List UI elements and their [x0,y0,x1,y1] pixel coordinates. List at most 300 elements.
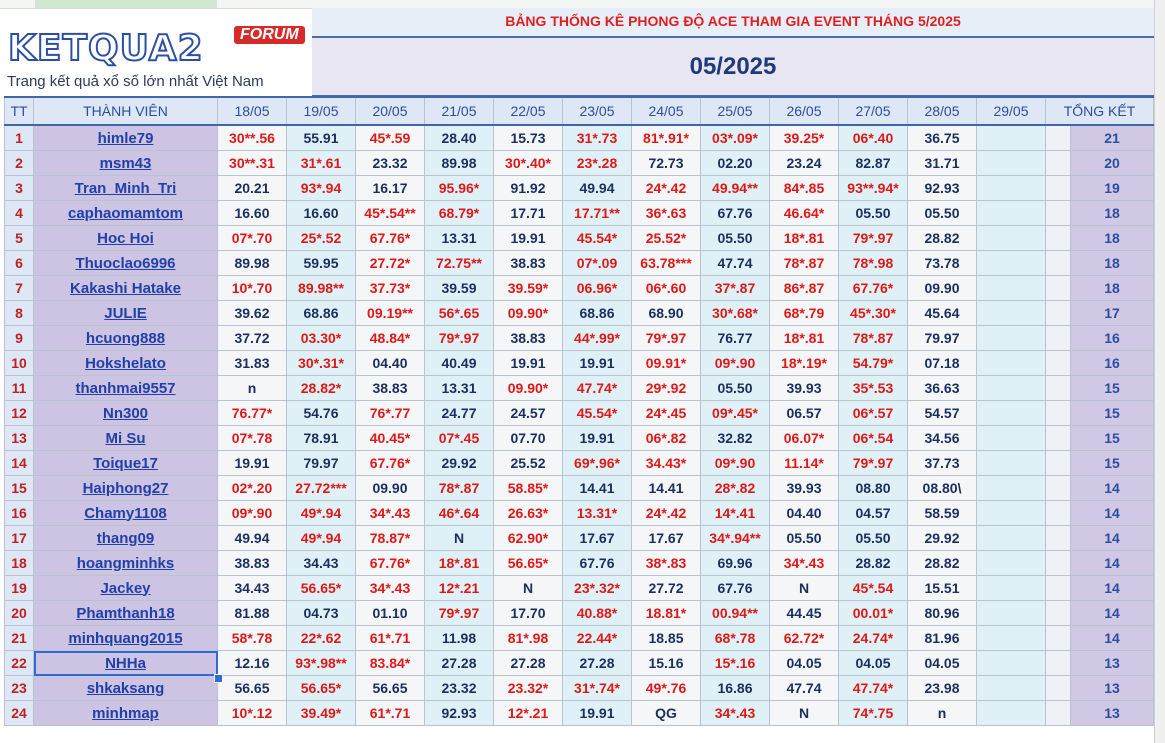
row-number[interactable]: 1 [5,125,34,151]
spacer-cell[interactable] [1046,451,1071,476]
score-cell[interactable] [977,401,1046,426]
score-cell[interactable] [977,251,1046,276]
score-cell[interactable]: 36.75 [908,125,977,151]
total-cell[interactable]: 16 [1071,351,1154,376]
score-cell[interactable]: N [770,576,839,601]
total-cell[interactable]: 14 [1071,551,1154,576]
score-cell[interactable]: 07*.45 [425,426,494,451]
score-cell[interactable]: 16.86 [701,676,770,701]
score-cell[interactable]: 07*.09 [563,251,632,276]
score-cell[interactable] [977,601,1046,626]
score-cell[interactable]: 31.71 [908,151,977,176]
score-cell[interactable]: 45*.59 [356,125,425,151]
member-link[interactable]: Hokshelato [85,354,166,372]
member-link[interactable]: Thuoclao6996 [75,254,176,272]
score-cell[interactable]: 28.82 [908,551,977,576]
total-cell[interactable]: 17 [1071,301,1154,326]
score-cell[interactable]: 47.74* [563,376,632,401]
score-cell[interactable]: 34*.43 [770,551,839,576]
score-cell[interactable]: 19.91 [563,701,632,726]
score-cell[interactable]: 05.50 [701,376,770,401]
score-cell[interactable]: 44.45 [770,601,839,626]
score-cell[interactable]: 56.65 [356,676,425,701]
row-number[interactable]: 2 [5,151,34,176]
score-cell[interactable]: 11.14* [770,451,839,476]
total-cell[interactable]: 13 [1071,651,1154,676]
score-cell[interactable] [977,426,1046,451]
header-date[interactable]: 29/05 [977,97,1046,125]
score-cell[interactable]: 14*.41 [701,501,770,526]
score-cell[interactable]: 95.96* [425,176,494,201]
score-cell[interactable]: 19.91 [494,351,563,376]
member-name-cell[interactable] [34,651,218,676]
score-cell[interactable]: 67.76* [356,551,425,576]
score-cell[interactable]: 34.43 [218,576,287,601]
score-cell[interactable]: 68.79* [425,201,494,226]
member-name-cell[interactable] [34,501,218,526]
score-cell[interactable]: 05.50 [701,226,770,251]
score-cell[interactable]: 18*.81 [770,326,839,351]
spacer-cell[interactable] [1046,351,1071,376]
score-cell[interactable]: 89.98 [425,151,494,176]
score-cell[interactable]: 34.43 [287,551,356,576]
score-cell[interactable]: 74*.75 [839,701,908,726]
total-cell[interactable]: 18 [1071,251,1154,276]
row-number[interactable]: 9 [5,326,34,351]
score-cell[interactable]: 54.57 [908,401,977,426]
header-date[interactable]: 25/05 [701,97,770,125]
member-link[interactable]: Nn300 [102,404,149,422]
score-cell[interactable] [977,276,1046,301]
score-cell[interactable]: 67.76* [356,451,425,476]
score-cell[interactable]: 78*.98 [839,251,908,276]
score-cell[interactable]: 84*.85 [770,176,839,201]
fill-handle[interactable] [214,674,223,683]
score-cell[interactable]: 69.96 [701,551,770,576]
member-link[interactable]: Haiphong27 [82,479,169,497]
member-link[interactable]: Chamy1108 [84,504,167,522]
score-cell[interactable]: QG [632,701,701,726]
score-cell[interactable]: 28.82* [287,376,356,401]
row-number[interactable]: 5 [5,226,34,251]
score-cell[interactable]: 06*.82 [632,426,701,451]
score-cell[interactable]: 34.43* [632,451,701,476]
total-cell[interactable]: 18 [1071,226,1154,251]
member-name-cell[interactable] [34,301,218,326]
score-cell[interactable] [977,526,1046,551]
member-name-cell[interactable] [34,176,218,201]
score-cell[interactable]: 38.83 [356,376,425,401]
member-name-cell[interactable] [34,601,218,626]
total-cell[interactable]: 14 [1071,476,1154,501]
member-link[interactable]: JULIE [104,304,147,322]
score-cell[interactable]: 36*.63 [632,201,701,226]
score-cell[interactable]: 04.05 [908,651,977,676]
score-cell[interactable]: 39.49* [287,701,356,726]
spacer-cell[interactable] [1046,276,1071,301]
score-cell[interactable]: 31.83 [218,351,287,376]
score-cell[interactable]: N [494,576,563,601]
score-cell[interactable] [977,476,1046,501]
score-cell[interactable]: 07*.70 [218,226,287,251]
member-link[interactable]: hoangminhks [76,554,175,572]
total-cell[interactable]: 15 [1071,451,1154,476]
spacer-cell[interactable] [1046,201,1071,226]
score-cell[interactable]: 81.96 [908,626,977,651]
spacer-cell[interactable] [1046,676,1071,701]
score-cell[interactable] [977,651,1046,676]
score-cell[interactable]: 47.74* [839,676,908,701]
header-date[interactable]: 22/05 [494,97,563,125]
score-cell[interactable]: 76.77* [218,401,287,426]
score-cell[interactable]: 39.59 [425,276,494,301]
score-cell[interactable]: 92.93 [908,176,977,201]
score-cell[interactable]: 79*.97 [632,326,701,351]
score-cell[interactable]: 31*.73 [563,125,632,151]
score-cell[interactable]: 79*.97 [425,326,494,351]
score-cell[interactable]: 16.17 [356,176,425,201]
score-cell[interactable]: 89.98** [287,276,356,301]
total-cell[interactable]: 15 [1071,426,1154,451]
spacer-cell[interactable] [1046,226,1071,251]
spacer-cell[interactable] [1046,401,1071,426]
score-cell[interactable]: 49*.94 [287,501,356,526]
score-cell[interactable]: 18.85 [632,626,701,651]
member-name-cell[interactable] [34,226,218,251]
score-cell[interactable]: 37.73* [356,276,425,301]
score-cell[interactable]: 39.62 [218,301,287,326]
score-cell[interactable]: 45*.30* [839,301,908,326]
score-cell[interactable]: 37.72 [218,326,287,351]
score-cell[interactable]: 13.31* [563,501,632,526]
score-cell[interactable]: 73.78 [908,251,977,276]
member-name-cell[interactable] [34,526,218,551]
score-cell[interactable]: 54.79* [839,351,908,376]
score-cell[interactable]: 38*.83 [632,551,701,576]
score-cell[interactable]: 19.91 [563,426,632,451]
member-link[interactable]: Mi Su [105,429,146,447]
score-cell[interactable]: 17.67 [632,526,701,551]
score-cell[interactable]: 07*.78 [218,426,287,451]
score-cell[interactable]: 39.93 [770,476,839,501]
score-cell[interactable]: 59.95 [287,251,356,276]
score-cell[interactable]: 81*.98 [494,626,563,651]
score-cell[interactable]: 07.18 [908,351,977,376]
member-name-cell[interactable] [34,551,218,576]
score-cell[interactable]: 27.72*** [287,476,356,501]
member-link[interactable]: NHHa [105,654,146,672]
score-cell[interactable]: 12*.21 [494,701,563,726]
score-cell[interactable]: 17.70 [494,601,563,626]
score-cell[interactable]: 72.75** [425,251,494,276]
row-number[interactable]: 11 [5,376,34,401]
score-cell[interactable]: 03*.09* [701,125,770,151]
member-name-cell[interactable] [34,151,218,176]
score-cell[interactable]: 18*.19* [770,351,839,376]
score-cell[interactable] [977,301,1046,326]
spacer-cell[interactable] [1046,151,1071,176]
total-cell[interactable]: 14 [1071,526,1154,551]
score-cell[interactable]: 56.65 [218,676,287,701]
score-cell[interactable]: 62.90* [494,526,563,551]
member-link[interactable]: Toique17 [93,454,158,472]
row-number[interactable]: 22 [5,651,34,676]
score-cell[interactable]: 56.65* [287,676,356,701]
score-cell[interactable]: 28.82 [908,226,977,251]
score-cell[interactable]: 46*.64 [425,501,494,526]
score-cell[interactable]: 34*.43 [356,576,425,601]
score-cell[interactable]: 12*.21 [425,576,494,601]
score-cell[interactable]: 56.65* [494,551,563,576]
score-cell[interactable]: N [770,701,839,726]
score-cell[interactable]: 03.30* [287,326,356,351]
score-cell[interactable]: 24.77 [425,401,494,426]
score-cell[interactable]: 18*.81 [425,551,494,576]
score-cell[interactable]: 09*.90 [218,501,287,526]
score-cell[interactable]: 86*.87 [770,276,839,301]
row-number[interactable]: 16 [5,501,34,526]
score-cell[interactable]: 38.83 [218,551,287,576]
score-cell[interactable]: 80.96 [908,601,977,626]
score-cell[interactable]: 15*.16 [701,651,770,676]
member-link[interactable]: Jackey [100,579,151,597]
score-cell[interactable]: 38.83 [494,326,563,351]
score-cell[interactable]: 09.90 [356,476,425,501]
member-name-cell[interactable] [34,251,218,276]
score-cell[interactable] [977,176,1046,201]
row-number[interactable]: 24 [5,701,34,726]
header-date[interactable]: 23/05 [563,97,632,125]
score-cell[interactable]: 10*.70 [218,276,287,301]
member-link[interactable]: hcuong888 [85,329,166,347]
score-cell[interactable]: 44*.99* [563,326,632,351]
score-cell[interactable]: 34.56 [908,426,977,451]
header-date[interactable]: 20/05 [356,97,425,125]
row-number[interactable]: 6 [5,251,34,276]
score-cell[interactable]: 39.93 [770,376,839,401]
score-cell[interactable]: 45*.54** [356,201,425,226]
member-link[interactable]: Tran_Minh_Tri [74,179,177,197]
score-cell[interactable]: 31*.74* [563,676,632,701]
score-cell[interactable]: 49*.94 [287,526,356,551]
score-cell[interactable]: 45.54* [563,226,632,251]
total-cell[interactable]: 21 [1071,125,1154,151]
score-cell[interactable]: 93*.94 [287,176,356,201]
header-date[interactable]: 24/05 [632,97,701,125]
spacer-cell[interactable] [1046,601,1071,626]
member-link[interactable]: msm43 [99,154,152,172]
score-cell[interactable]: 09.90 [908,276,977,301]
spacer-cell[interactable] [1046,526,1071,551]
spacer-cell[interactable] [1046,176,1071,201]
spacer-cell[interactable] [1046,576,1071,601]
score-cell[interactable]: 27.28 [494,651,563,676]
score-cell[interactable]: 04.40 [356,351,425,376]
score-cell[interactable]: 24.74* [839,626,908,651]
score-cell[interactable]: 78.91 [287,426,356,451]
row-number[interactable]: 23 [5,676,34,701]
score-cell[interactable]: 27.72 [632,576,701,601]
spacer-cell[interactable] [1046,651,1071,676]
score-cell[interactable]: 29*.92 [632,376,701,401]
score-cell[interactable]: 20.21 [218,176,287,201]
score-cell[interactable]: 11.98 [425,626,494,651]
score-cell[interactable]: 68.86 [287,301,356,326]
score-cell[interactable]: 62.72* [770,626,839,651]
score-cell[interactable]: 45*.54 [839,576,908,601]
score-cell[interactable]: 04.57 [839,501,908,526]
score-cell[interactable]: 23.32 [425,676,494,701]
score-cell[interactable]: 78*.87 [425,476,494,501]
score-cell[interactable]: 29.92 [425,451,494,476]
score-cell[interactable] [977,501,1046,526]
score-cell[interactable]: 15.16 [632,651,701,676]
score-cell[interactable]: 83.84* [356,651,425,676]
score-cell[interactable]: 13.31 [425,226,494,251]
score-cell[interactable]: 68*.78 [701,626,770,651]
score-cell[interactable]: 29.92 [908,526,977,551]
score-cell[interactable]: 05.50 [908,201,977,226]
score-cell[interactable]: 00.94** [701,601,770,626]
spacer-cell[interactable] [1046,551,1071,576]
score-cell[interactable]: 92.93 [425,701,494,726]
score-cell[interactable]: 81*.91* [632,125,701,151]
score-cell[interactable]: 34*.94** [701,526,770,551]
score-cell[interactable]: 39.25* [770,125,839,151]
total-cell[interactable]: 16 [1071,326,1154,351]
score-cell[interactable]: 67.76 [563,551,632,576]
spacer-cell[interactable] [1046,301,1071,326]
score-cell[interactable]: 81.88 [218,601,287,626]
spacer-cell[interactable] [1046,251,1071,276]
score-cell[interactable]: 32.82 [701,426,770,451]
row-number[interactable]: 18 [5,551,34,576]
score-cell[interactable]: 09.19** [356,301,425,326]
score-cell[interactable]: 79*.97 [839,226,908,251]
score-cell[interactable]: 93**.94* [839,176,908,201]
score-cell[interactable]: 02.20 [701,151,770,176]
member-link[interactable]: shkaksang [86,679,165,697]
member-link[interactable]: thanhmai9557 [75,379,176,397]
score-cell[interactable]: 23.32 [356,151,425,176]
row-number[interactable]: 20 [5,601,34,626]
member-name-cell[interactable] [34,626,218,651]
score-cell[interactable]: n [908,701,977,726]
member-name-cell[interactable] [34,125,218,151]
total-cell[interactable]: 18 [1071,276,1154,301]
score-cell[interactable]: 68*.79 [770,301,839,326]
score-cell[interactable]: 91.92 [494,176,563,201]
member-name-cell[interactable] [34,351,218,376]
score-cell[interactable]: 27.28 [563,651,632,676]
header-tt[interactable]: TT [5,97,34,125]
score-cell[interactable]: 49.94** [701,176,770,201]
score-cell[interactable]: 05.50 [839,201,908,226]
score-cell[interactable]: 08.80\ [908,476,977,501]
score-cell[interactable]: 04.05 [770,651,839,676]
score-cell[interactable]: 47.74 [701,251,770,276]
member-link[interactable]: himle79 [97,129,154,147]
score-cell[interactable]: 23.24 [770,151,839,176]
total-cell[interactable]: 15 [1071,401,1154,426]
header-total[interactable]: TỔNG KẾT [1046,97,1154,125]
score-cell[interactable]: 10*.12 [218,701,287,726]
score-cell[interactable]: 23.98 [908,676,977,701]
header-member[interactable]: THÀNH VIÊN [34,97,218,125]
score-cell[interactable] [977,451,1046,476]
score-cell[interactable]: 40.49 [425,351,494,376]
score-cell[interactable]: 17.67 [563,526,632,551]
total-cell[interactable]: 14 [1071,626,1154,651]
member-name-cell[interactable] [34,476,218,501]
spacer-cell[interactable] [1046,701,1071,726]
score-cell[interactable]: 49.94 [218,526,287,551]
score-cell[interactable]: 47.74 [770,676,839,701]
score-cell[interactable]: 09.91* [632,351,701,376]
row-number[interactable]: 14 [5,451,34,476]
score-cell[interactable]: 24*.45 [632,401,701,426]
score-cell[interactable]: 12.16 [218,651,287,676]
site-logo[interactable] [4,10,310,94]
score-cell[interactable]: 34*.43 [701,701,770,726]
member-link[interactable]: minhquang2015 [68,629,183,647]
score-cell[interactable] [977,125,1046,151]
member-name-cell[interactable] [34,451,218,476]
score-cell[interactable]: 63.78*** [632,251,701,276]
total-cell[interactable]: 19 [1071,176,1154,201]
score-cell[interactable]: 09*.90 [701,351,770,376]
score-cell[interactable]: 27.28 [425,651,494,676]
score-cell[interactable]: 79.97 [287,451,356,476]
header-date[interactable]: 21/05 [425,97,494,125]
score-cell[interactable]: 48.84* [356,326,425,351]
score-cell[interactable]: 78.87* [356,526,425,551]
score-cell[interactable]: 06.96* [563,276,632,301]
score-cell[interactable]: 68.86 [563,301,632,326]
score-cell[interactable]: 18.81* [632,601,701,626]
member-link[interactable]: minhmap [92,704,159,722]
score-cell[interactable]: N [425,526,494,551]
member-link[interactable]: Hoc Hoi [97,229,154,247]
score-cell[interactable] [977,326,1046,351]
score-cell[interactable] [977,576,1046,601]
score-cell[interactable]: 67.76* [356,226,425,251]
score-cell[interactable]: 25.52* [632,226,701,251]
member-name-cell[interactable] [34,401,218,426]
score-cell[interactable]: 04.05 [839,651,908,676]
score-cell[interactable]: 16.60 [218,201,287,226]
score-cell[interactable]: 28*.82 [701,476,770,501]
spacer-cell[interactable] [1046,326,1071,351]
score-cell[interactable]: 28.82 [839,551,908,576]
score-cell[interactable]: 09.90* [494,301,563,326]
score-cell[interactable]: 01.10 [356,601,425,626]
score-cell[interactable]: 58.85* [494,476,563,501]
score-cell[interactable]: 78*.87 [839,326,908,351]
member-name-cell[interactable] [34,326,218,351]
score-cell[interactable]: 67.76 [701,576,770,601]
row-number[interactable]: 3 [5,176,34,201]
score-cell[interactable]: 04.73 [287,601,356,626]
score-cell[interactable]: 06.57 [770,401,839,426]
score-cell[interactable]: 35*.53 [839,376,908,401]
score-cell[interactable]: 14.41 [563,476,632,501]
score-cell[interactable]: 06*.54 [839,426,908,451]
score-cell[interactable]: 93*.98** [287,651,356,676]
score-cell[interactable]: 27.72* [356,251,425,276]
spacer-cell[interactable] [1046,476,1071,501]
score-cell[interactable]: 67.76* [839,276,908,301]
